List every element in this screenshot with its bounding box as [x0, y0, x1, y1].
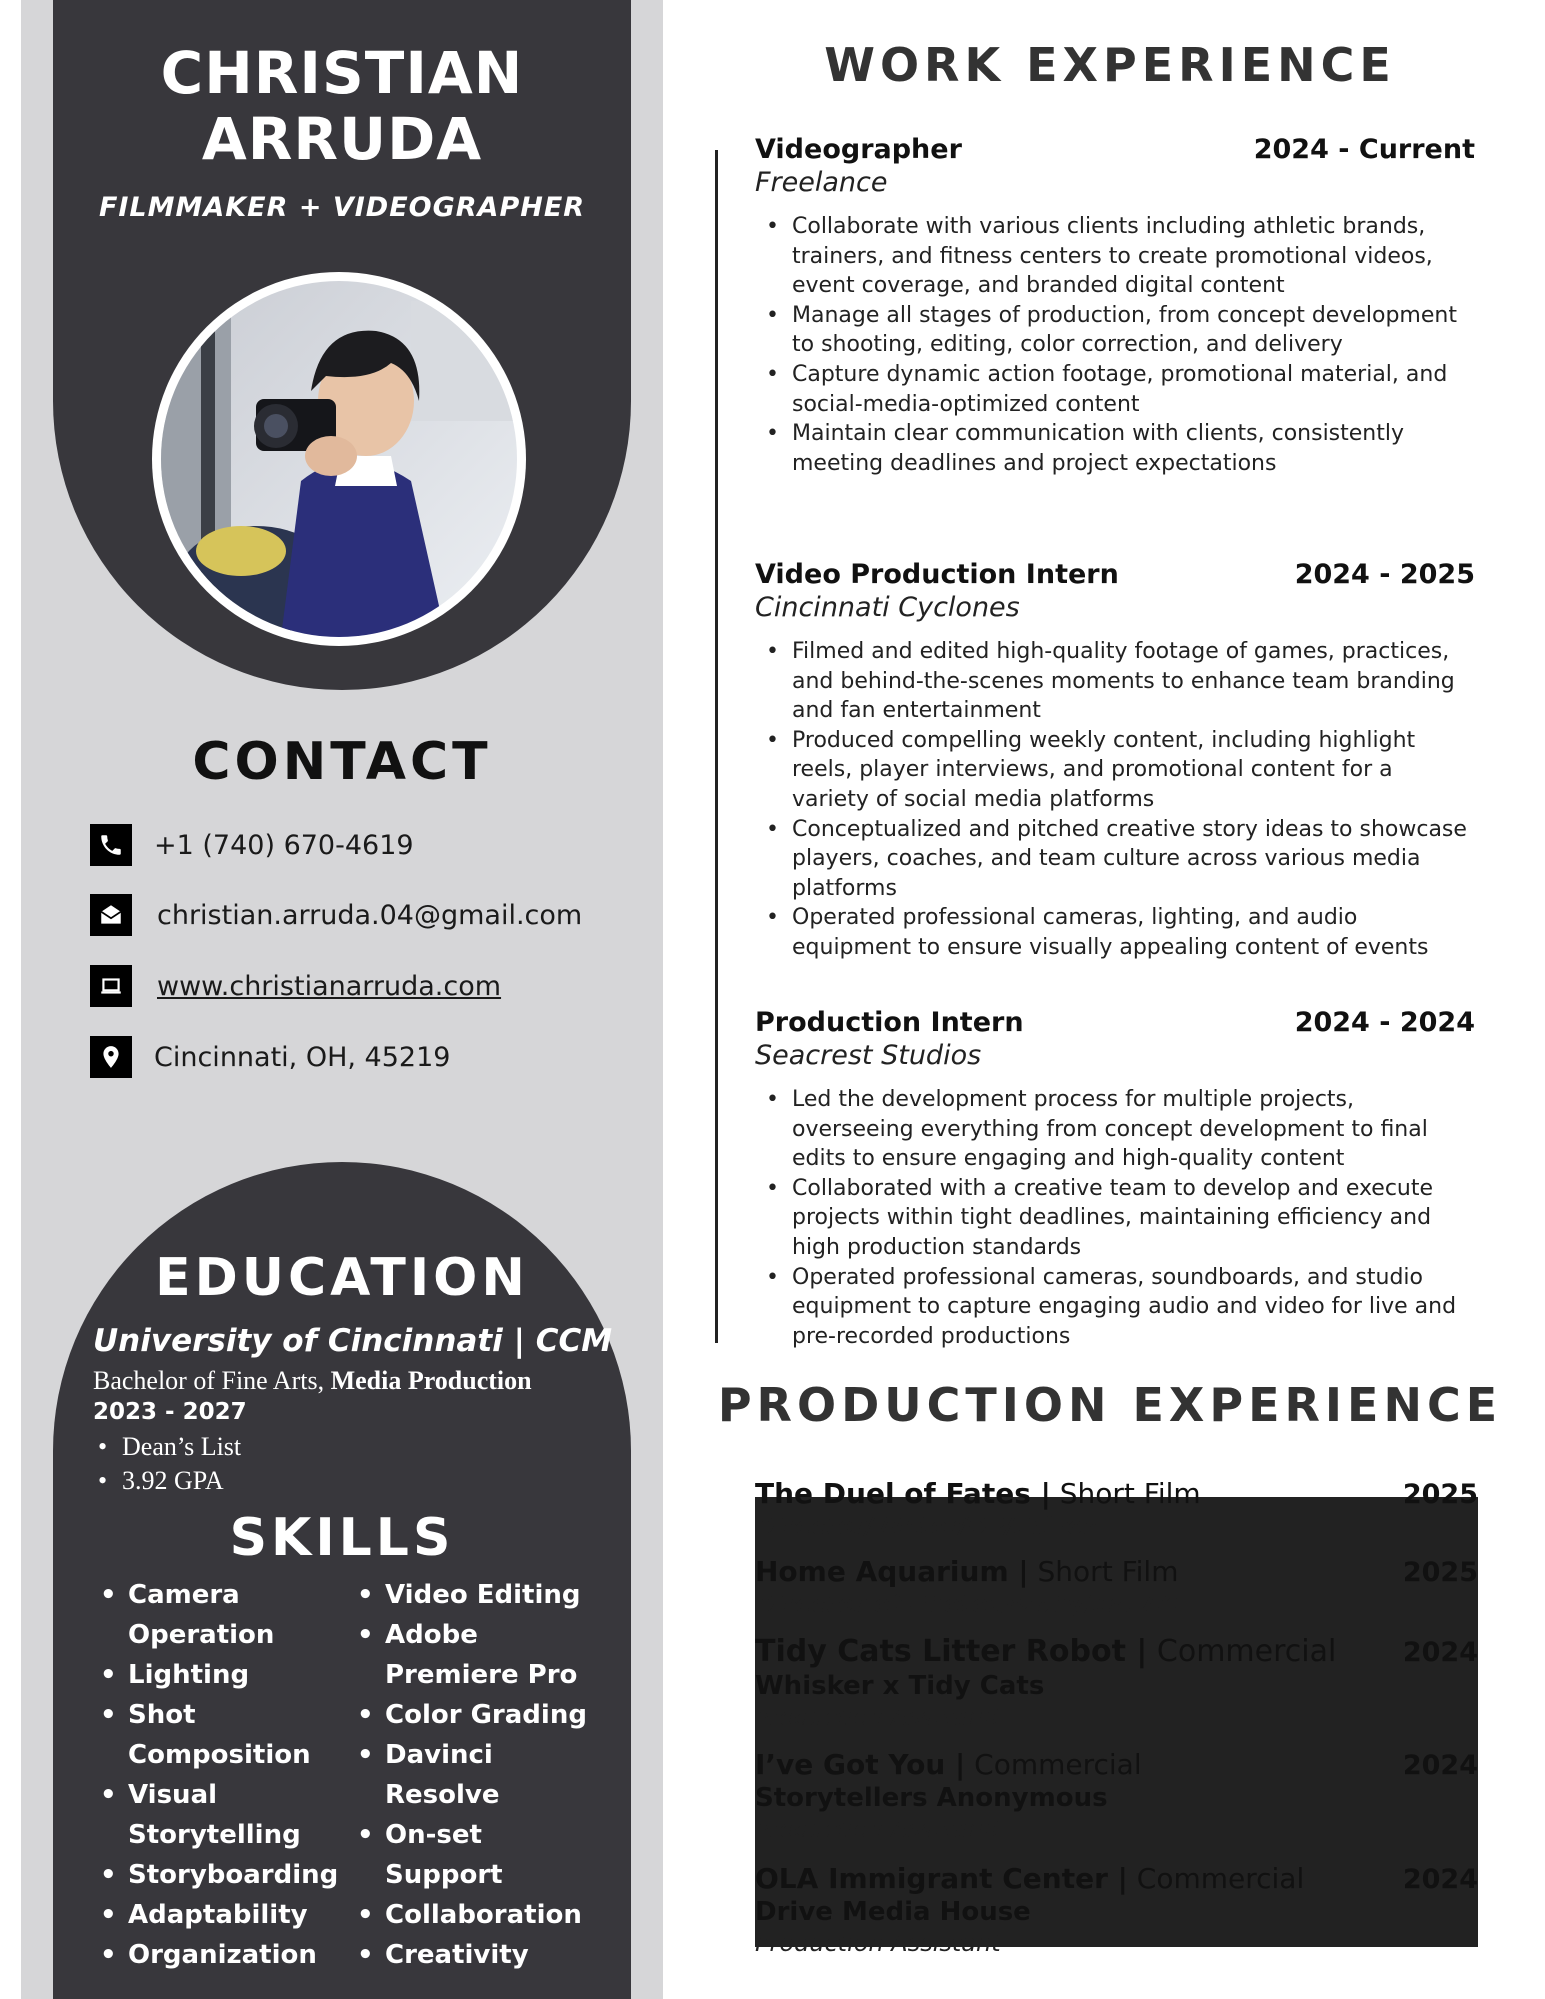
job-bullet: • Conceptualized and pitched creative story ideas to showcase players, coaches, and team culture across various media platforms	[792, 815, 1475, 904]
honor-item: • 3.92 GPA	[98, 1466, 241, 1500]
job-bullet: • Maintain clear communication with clients, consistently meeting deadlines and project expectations	[792, 419, 1475, 478]
contact-email-row	[90, 894, 582, 936]
production-kind: Short Film	[1059, 1477, 1201, 1510]
job-bullet: • Led the development process for multiple projects, overseeing everything from concept development to final edits to ensure engaging and high-quality content	[792, 1085, 1475, 1174]
job-bullets	[755, 637, 1475, 963]
job-title: Video Production Intern	[755, 559, 1119, 590]
laptop-icon	[90, 965, 132, 1007]
education-years: 2023 - 2027	[93, 1399, 247, 1425]
production-experience-heading: PRODUCTION EXPERIENCE	[717, 1378, 1503, 1432]
job-bullet: • Manage all stages of production, from concept development to shooting, editing, color correction, and delivery	[792, 301, 1475, 360]
job-title: Production Intern	[755, 1007, 1024, 1038]
profile-photo	[152, 272, 526, 646]
candidate-name	[53, 40, 631, 172]
honor-item: • Dean’s List	[98, 1432, 241, 1466]
production-kind: Commercial	[1156, 1634, 1337, 1669]
production-entry	[755, 1634, 1478, 1731]
skill-item: • Collaboration	[353, 1895, 603, 1935]
skill-item: • Davinci Resolve	[353, 1735, 603, 1815]
job-company: Seacrest Studios	[755, 1040, 982, 1071]
skill-item: • Color Grading	[353, 1695, 603, 1735]
envelope-icon	[90, 894, 132, 936]
production-year: 2024	[1402, 1864, 1478, 1895]
production-client: Whisker x Tidy Cats	[755, 1671, 1045, 1701]
job-entry	[755, 1007, 1475, 1351]
production-role: Director/Writer/DP/Editor	[755, 1512, 1096, 1540]
job-date: 2024 - 2024	[1294, 1007, 1475, 1038]
skill-item: • Storyboarding	[96, 1855, 336, 1895]
job-date: 2024 - 2025	[1294, 559, 1475, 590]
phone-icon	[90, 824, 132, 866]
production-title: I’ve Got You |	[755, 1748, 966, 1781]
location: Cincinnati, OH, 45219	[154, 1041, 451, 1073]
skill-item: • Visual Storytelling	[96, 1775, 336, 1855]
job-bullet: • Operated professional cameras, soundboards, and studio equipment to capture engaging audio and video for live and pre-recorded productions	[792, 1263, 1475, 1352]
contact-location-row	[90, 1036, 450, 1078]
skill-item: • Adaptability	[96, 1895, 336, 1935]
map-pin-icon	[90, 1036, 132, 1078]
skill-item: • Organization	[96, 1935, 336, 1975]
work-experience-heading: WORK EXPERIENCE	[824, 38, 1396, 92]
contact-website-row	[90, 965, 501, 1007]
production-role: Production Assistant	[755, 1815, 1001, 1843]
production-kind: Commercial	[1136, 1862, 1305, 1895]
production-year: 2025	[1402, 1557, 1478, 1588]
skill-item: • Adobe Premiere Pro	[353, 1615, 603, 1695]
job-bullet: • Collaborate with various clients including athletic brands, trainers, and fitness centers to create promotional videos, event coverage, and branded digital content	[792, 212, 1475, 301]
production-role: Director of Photography/1st AC	[755, 1590, 1179, 1618]
production-kind: Commercial	[974, 1748, 1142, 1781]
job-entry	[755, 134, 1475, 478]
work-timeline-line	[715, 150, 718, 1343]
name-line-2: ARRUDA	[201, 105, 483, 173]
contact-phone-row	[90, 824, 414, 866]
skill-item: • Camera Operation	[96, 1575, 336, 1655]
production-role: Production Assistant	[755, 1929, 1001, 1957]
education-degree	[93, 1366, 532, 1396]
job-bullet: • Operated professional cameras, lighting, and audio equipment to ensure visually appealing content of events	[792, 903, 1475, 962]
email-address[interactable]: christian.arruda.04@gmail.com	[157, 899, 583, 931]
production-title: OLA Immigrant Center |	[755, 1862, 1128, 1895]
skills-list-left	[96, 1575, 339, 1975]
job-bullets	[755, 1085, 1475, 1351]
production-entry	[755, 1862, 1478, 1957]
skill-item: • Lighting	[96, 1655, 336, 1695]
production-kind: Short Film	[1037, 1555, 1179, 1588]
job-date: 2024 - Current	[1253, 134, 1475, 165]
phone-number: +1 (740) 670-4619	[154, 829, 414, 861]
skill-item: • Shot Composition	[96, 1695, 336, 1775]
production-entry	[755, 1555, 1478, 1618]
skill-item: • Video Editing	[353, 1575, 603, 1615]
skills-list-right	[353, 1575, 603, 1975]
job-bullets	[755, 212, 1475, 478]
contact-heading: CONTACT	[192, 732, 492, 792]
production-client: Storytellers Anonymous	[755, 1783, 1108, 1813]
skills-heading: SKILLS	[229, 1508, 455, 1568]
job-bullet: • Capture dynamic action footage, promotional material, and social-media-optimized content	[792, 360, 1475, 419]
job-bullet: • Produced compelling weekly content, including highlight reels, player interviews, and promotional content for a variety of social media platforms	[792, 726, 1475, 815]
production-client: Drive Media House	[755, 1897, 1031, 1927]
education-school: University of Cincinnati | CCM	[93, 1323, 613, 1359]
profile-photo-illustration	[161, 281, 517, 637]
production-title: The Duel of Fates |	[755, 1477, 1051, 1510]
job-company: Freelance	[755, 167, 888, 198]
education-honors	[98, 1432, 241, 1500]
skill-item: • Creativity	[353, 1935, 603, 1975]
job-subtitle: FILMMAKER + VIDEOGRAPHER	[98, 192, 586, 223]
job-entry	[755, 559, 1475, 963]
production-entry	[755, 1477, 1478, 1540]
production-title: Home Aquarium |	[755, 1555, 1029, 1588]
education-heading: EDUCATION	[155, 1248, 529, 1308]
job-company: Cincinnati Cyclones	[755, 592, 1020, 623]
degree-type: Bachelor of Fine Arts,	[93, 1366, 325, 1395]
production-year: 2024	[1402, 1637, 1478, 1668]
production-entry	[755, 1748, 1478, 1843]
skill-item: • On-set Support	[353, 1815, 603, 1895]
production-role: Production Assistant	[755, 1703, 1001, 1731]
production-year: 2025	[1402, 1479, 1478, 1510]
job-title: Videographer	[755, 134, 962, 165]
degree-major: Media Production	[330, 1366, 532, 1395]
production-title: Tidy Cats Litter Robot |	[755, 1634, 1148, 1669]
name-line-1: CHRISTIAN	[160, 39, 524, 107]
production-year: 2024	[1402, 1750, 1478, 1781]
job-bullet: • Collaborated with a creative team to develop and execute projects within tight deadlines, maintaining efficiency and high production standards	[792, 1174, 1475, 1263]
job-bullet: • Filmed and edited high-quality footage of games, practices, and behind-the-scenes moments to enhance team branding and fan entertainment	[792, 637, 1475, 726]
website-link[interactable]: www.christianarruda.com	[157, 970, 502, 1002]
